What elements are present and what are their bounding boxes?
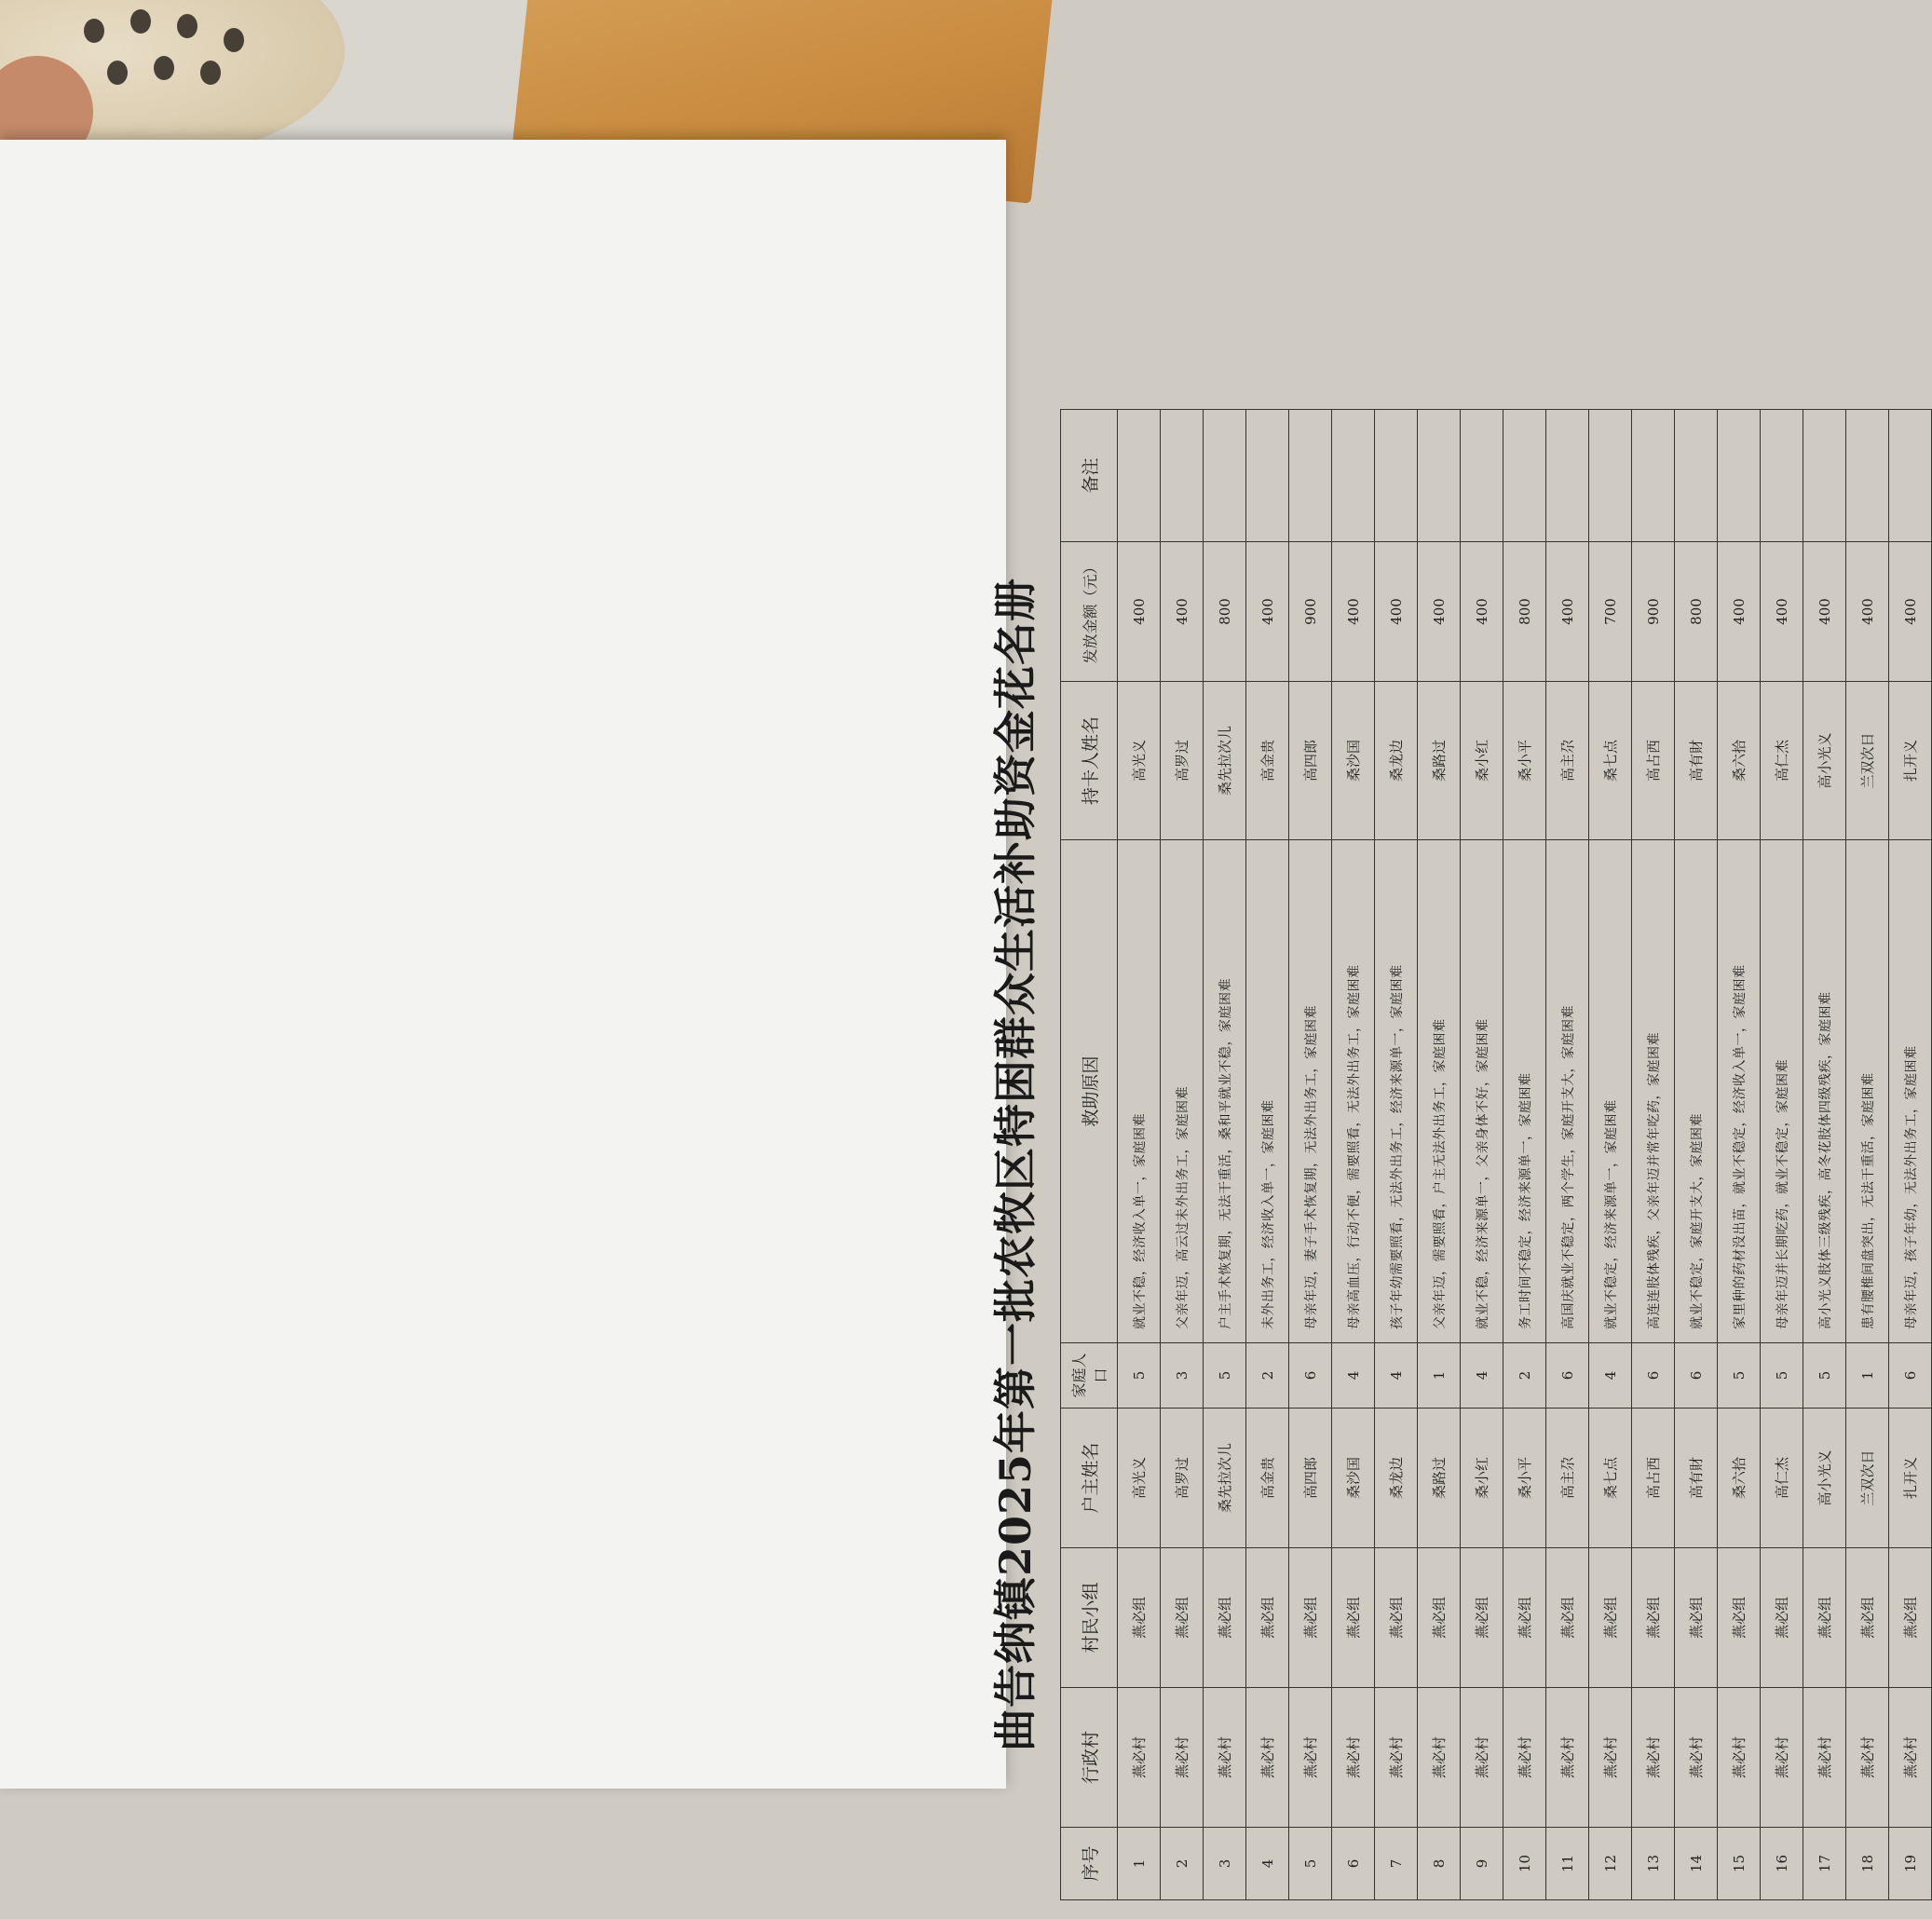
cell-reason: 母亲年迈并长期吃药，就业不稳定，家庭困难 <box>1761 840 1803 1343</box>
cell-reason: 母亲高血压，行动不便，需要照看，无法外出务工，家庭困难 <box>1332 840 1375 1343</box>
cell-head: 桑沙国 <box>1332 1409 1375 1548</box>
table-row <box>1589 410 1632 1900</box>
cell-population: 1 <box>1418 1343 1461 1409</box>
table-row <box>1246 410 1289 1900</box>
cell-reason: 高小光义肢体三级残疾，高冬花肢体四级残疾，家庭困难 <box>1803 840 1846 1343</box>
cell-group: 燕必组 <box>1161 1548 1204 1688</box>
header-note: 备注 <box>1061 410 1118 542</box>
cell-village: 燕必村 <box>1461 1688 1503 1828</box>
cell-reason: 母亲年迈，妻子手术恢复期，无法外出务工，家庭困难 <box>1289 840 1332 1343</box>
cell-group: 燕必组 <box>1761 1548 1803 1688</box>
cell-no: 13 <box>1632 1828 1675 1900</box>
cell-amount: 400 <box>1546 542 1589 682</box>
cell-village: 燕必村 <box>1675 1688 1718 1828</box>
cell-village: 燕必村 <box>1803 1688 1846 1828</box>
cell-group: 燕必组 <box>1632 1548 1675 1688</box>
cell-group: 燕必组 <box>1803 1548 1846 1688</box>
cell-head: 高有財 <box>1675 1409 1718 1548</box>
table-row <box>1289 410 1332 1900</box>
cell-group: 燕必组 <box>1118 1548 1161 1688</box>
cell-note <box>1761 410 1803 542</box>
cell-group: 燕必组 <box>1332 1548 1375 1688</box>
cell-amount: 400 <box>1889 542 1932 682</box>
cell-amount: 400 <box>1418 542 1461 682</box>
cell-reason: 就业不稳定，经济来源单一，家庭困难 <box>1589 840 1632 1343</box>
cell-group: 燕必组 <box>1418 1548 1461 1688</box>
cell-amount: 900 <box>1632 542 1675 682</box>
cell-reason: 高连连肢体残疾，父亲年迈并常年吃药，家庭困难 <box>1632 840 1675 1343</box>
cell-cardholder: 高四郎 <box>1289 682 1332 840</box>
cell-note <box>1204 410 1246 542</box>
cell-population: 2 <box>1503 1343 1546 1409</box>
cell-amount: 400 <box>1246 542 1289 682</box>
cell-no: 4 <box>1246 1828 1289 1900</box>
header-head: 户主姓名 <box>1061 1409 1118 1548</box>
cell-head: 桑先拉次儿 <box>1204 1409 1246 1548</box>
cell-amount: 800 <box>1675 542 1718 682</box>
cell-no: 11 <box>1546 1828 1589 1900</box>
cell-village: 燕必村 <box>1246 1688 1289 1828</box>
table-row <box>1889 410 1932 1900</box>
cell-population: 6 <box>1632 1343 1675 1409</box>
cell-cardholder: 桑小平 <box>1503 682 1546 840</box>
cell-note <box>1546 410 1589 542</box>
cell-population: 5 <box>1761 1343 1803 1409</box>
cell-cardholder: 桑小红 <box>1461 682 1503 840</box>
cell-head: 高仁杰 <box>1761 1409 1803 1548</box>
cell-note <box>1503 410 1546 542</box>
cell-head: 兰双次日 <box>1846 1409 1889 1548</box>
cell-population: 3 <box>1161 1343 1204 1409</box>
cell-cardholder: 高光义 <box>1118 682 1161 840</box>
cell-head: 桑六拾 <box>1718 1409 1761 1548</box>
cell-population: 1 <box>1846 1343 1889 1409</box>
cell-reason: 就业不稳，经济收入单一，家庭困难 <box>1118 840 1161 1343</box>
cell-group: 燕必组 <box>1503 1548 1546 1688</box>
cell-cardholder: 高小光义 <box>1803 682 1846 840</box>
cell-cardholder: 兰双次日 <box>1846 682 1889 840</box>
cell-reason: 患有腰椎间盘突出，无法干重活，家庭困难 <box>1846 840 1889 1343</box>
header-group: 村民小组 <box>1061 1548 1118 1688</box>
cell-reason: 户主手术恢复期，无法干重活，桑和平就业不稳，家庭困难 <box>1204 840 1246 1343</box>
cell-note <box>1889 410 1932 542</box>
cell-cardholder: 高罗过 <box>1161 682 1204 840</box>
cell-group: 燕必组 <box>1675 1548 1718 1688</box>
cell-head: 高光义 <box>1118 1409 1161 1548</box>
table-row <box>1332 410 1375 1900</box>
header-cardholder: 持卡人姓名 <box>1061 682 1118 840</box>
cell-no: 8 <box>1418 1828 1461 1900</box>
cell-amount: 400 <box>1803 542 1846 682</box>
rotated-document <box>978 410 1919 1919</box>
cell-group: 燕必组 <box>1889 1548 1932 1688</box>
cell-head: 桑路过 <box>1418 1409 1461 1548</box>
cell-amount: 900 <box>1289 542 1332 682</box>
cell-amount: 400 <box>1846 542 1889 682</box>
cell-reason: 务工时间不稳定，经济来源单一，家庭困难 <box>1503 840 1546 1343</box>
table-row <box>1761 410 1803 1900</box>
cell-no: 16 <box>1761 1828 1803 1900</box>
cell-village: 燕必村 <box>1118 1688 1161 1828</box>
cell-amount: 400 <box>1761 542 1803 682</box>
cell-cardholder: 桑七点 <box>1589 682 1632 840</box>
cell-village: 燕必村 <box>1418 1688 1461 1828</box>
cell-reason: 父亲年迈，高云过未外出务工，家庭困难 <box>1161 840 1204 1343</box>
cell-group: 燕必组 <box>1204 1548 1246 1688</box>
table-row <box>1675 410 1718 1900</box>
cell-amount: 800 <box>1503 542 1546 682</box>
cell-village: 燕必村 <box>1332 1688 1375 1828</box>
cell-population: 4 <box>1589 1343 1632 1409</box>
cell-no: 5 <box>1289 1828 1332 1900</box>
cell-note <box>1632 410 1675 542</box>
cell-cardholder: 高仁杰 <box>1761 682 1803 840</box>
table-row <box>1503 410 1546 1900</box>
cell-population: 6 <box>1675 1343 1718 1409</box>
paper-sheet <box>0 140 1919 1882</box>
cell-village: 燕必村 <box>1204 1688 1246 1828</box>
header-amount: 发放金额（元） <box>1061 542 1118 682</box>
cell-head: 扎开义 <box>1889 1409 1932 1548</box>
cell-population: 4 <box>1332 1343 1375 1409</box>
cell-group: 燕必组 <box>1461 1548 1503 1688</box>
header-population: 家庭人口 <box>1061 1343 1118 1409</box>
cell-amount: 400 <box>1118 542 1161 682</box>
cell-no: 14 <box>1675 1828 1718 1900</box>
table-row <box>1418 410 1461 1900</box>
table-header-row <box>1061 410 1118 1900</box>
cell-population: 5 <box>1204 1343 1246 1409</box>
table-row <box>1461 410 1503 1900</box>
cell-reason: 家里种的药材没出苗，就业不稳定，经济收入单一，家庭困难 <box>1718 840 1761 1343</box>
cell-population: 4 <box>1375 1343 1418 1409</box>
cell-no: 18 <box>1846 1828 1889 1900</box>
cell-note <box>1332 410 1375 542</box>
cell-group: 燕必组 <box>1289 1548 1332 1688</box>
cell-note <box>1803 410 1846 542</box>
table-row <box>1204 410 1246 1900</box>
document-title: 曲告纳镇2025年第一批农牧区特困群众生活补助资金花名册 <box>990 577 1041 1752</box>
subsidy-roster-table <box>1060 409 1932 1900</box>
table-row <box>1846 410 1889 1900</box>
cell-head: 高罗过 <box>1161 1409 1204 1548</box>
cell-no: 10 <box>1503 1828 1546 1900</box>
cell-head: 桑龙边 <box>1375 1409 1418 1548</box>
cell-population: 4 <box>1461 1343 1503 1409</box>
cell-cardholder: 高主尕 <box>1546 682 1589 840</box>
cell-head: 桑小平 <box>1503 1409 1546 1548</box>
cell-population: 6 <box>1889 1343 1932 1409</box>
cell-no: 9 <box>1461 1828 1503 1900</box>
cell-group: 燕必组 <box>1546 1548 1589 1688</box>
cell-no: 17 <box>1803 1828 1846 1900</box>
cell-group: 燕必组 <box>1718 1548 1761 1688</box>
cell-note <box>1246 410 1289 542</box>
cell-no: 3 <box>1204 1828 1246 1900</box>
cell-village: 燕必村 <box>1846 1688 1889 1828</box>
cell-amount: 700 <box>1589 542 1632 682</box>
cell-cardholder: 桑路过 <box>1418 682 1461 840</box>
cell-note <box>1589 410 1632 542</box>
table-row <box>1375 410 1418 1900</box>
cell-population: 2 <box>1246 1343 1289 1409</box>
cell-amount: 800 <box>1204 542 1246 682</box>
cell-village: 燕必村 <box>1889 1688 1932 1828</box>
cell-village: 燕必村 <box>1375 1688 1418 1828</box>
cell-no: 6 <box>1332 1828 1375 1900</box>
cell-reason: 就业不稳，经济来源单一，父亲身体不好，家庭困难 <box>1461 840 1503 1343</box>
cell-note <box>1375 410 1418 542</box>
table-row <box>1632 410 1675 1900</box>
cell-amount: 400 <box>1375 542 1418 682</box>
cell-note <box>1161 410 1204 542</box>
cell-amount: 400 <box>1332 542 1375 682</box>
cell-village: 燕必村 <box>1761 1688 1803 1828</box>
header-no: 序号 <box>1061 1828 1118 1900</box>
cell-population: 5 <box>1718 1343 1761 1409</box>
cell-cardholder: 高金贵 <box>1246 682 1289 840</box>
cell-group: 燕必组 <box>1589 1548 1632 1688</box>
cell-head: 桑小红 <box>1461 1409 1503 1548</box>
cell-no: 15 <box>1718 1828 1761 1900</box>
cell-head: 高占西 <box>1632 1409 1675 1548</box>
cell-head: 高小光义 <box>1803 1409 1846 1548</box>
cell-amount: 400 <box>1718 542 1761 682</box>
cell-group: 燕必组 <box>1246 1548 1289 1688</box>
table-row <box>1803 410 1846 1900</box>
cell-village: 燕必村 <box>1161 1688 1204 1828</box>
cell-note <box>1675 410 1718 542</box>
table-body <box>1118 410 1932 1900</box>
cell-note <box>1418 410 1461 542</box>
cell-village: 燕必村 <box>1632 1688 1675 1828</box>
table-row <box>1118 410 1161 1900</box>
table-row <box>1161 410 1204 1900</box>
cell-cardholder: 高有財 <box>1675 682 1718 840</box>
cell-village: 燕必村 <box>1718 1688 1761 1828</box>
cell-head: 高主尕 <box>1546 1409 1589 1548</box>
cell-population: 6 <box>1546 1343 1589 1409</box>
cell-cardholder: 桑龙边 <box>1375 682 1418 840</box>
cell-note <box>1118 410 1161 542</box>
cell-group: 燕必组 <box>1846 1548 1889 1688</box>
cell-cardholder: 高占西 <box>1632 682 1675 840</box>
cell-no: 7 <box>1375 1828 1418 1900</box>
cell-no: 1 <box>1118 1828 1161 1900</box>
cell-population: 6 <box>1289 1343 1332 1409</box>
cell-group: 燕必组 <box>1375 1548 1418 1688</box>
cell-head: 高四郎 <box>1289 1409 1332 1548</box>
table-row <box>1718 410 1761 1900</box>
header-reason: 救助原因 <box>1061 840 1118 1343</box>
cell-note <box>1718 410 1761 542</box>
cell-population: 5 <box>1803 1343 1846 1409</box>
cell-no: 19 <box>1889 1828 1932 1900</box>
cell-note <box>1846 410 1889 542</box>
cell-village: 燕必村 <box>1289 1688 1332 1828</box>
cell-reason: 母亲年迈，孩子年幼，无法外出务工，家庭困难 <box>1889 840 1932 1343</box>
cell-population: 5 <box>1118 1343 1161 1409</box>
table-row <box>1546 410 1589 1900</box>
cell-reason: 高国庆就业不稳定，两个学生，家庭开支大，家庭困难 <box>1546 840 1589 1343</box>
cell-amount: 400 <box>1161 542 1204 682</box>
cell-village: 燕必村 <box>1546 1688 1589 1828</box>
cell-amount: 400 <box>1461 542 1503 682</box>
cell-no: 2 <box>1161 1828 1204 1900</box>
cell-village: 燕必村 <box>1589 1688 1632 1828</box>
cell-no: 12 <box>1589 1828 1632 1900</box>
cell-reason: 父亲年迈，需要照看，户主无法外出务工，家庭困难 <box>1418 840 1461 1343</box>
cell-cardholder: 扎开义 <box>1889 682 1932 840</box>
cell-village: 燕必村 <box>1503 1688 1546 1828</box>
cell-note <box>1461 410 1503 542</box>
cell-cardholder: 桑沙国 <box>1332 682 1375 840</box>
cell-note <box>1289 410 1332 542</box>
header-village: 行政村 <box>1061 1688 1118 1828</box>
cell-reason: 就业不稳定，家庭开支大，家庭困难 <box>1675 840 1718 1343</box>
cell-cardholder: 桑先拉次儿 <box>1204 682 1246 840</box>
cell-reason: 孩子年幼需要照看，无法外出务工，经济来源单一，家庭困难 <box>1375 840 1418 1343</box>
cell-head: 高金贵 <box>1246 1409 1289 1548</box>
cell-cardholder: 桑六拾 <box>1718 682 1761 840</box>
cell-head: 桑七点 <box>1589 1409 1632 1548</box>
cell-reason: 未外出务工，经济收入单一，家庭困难 <box>1246 840 1289 1343</box>
